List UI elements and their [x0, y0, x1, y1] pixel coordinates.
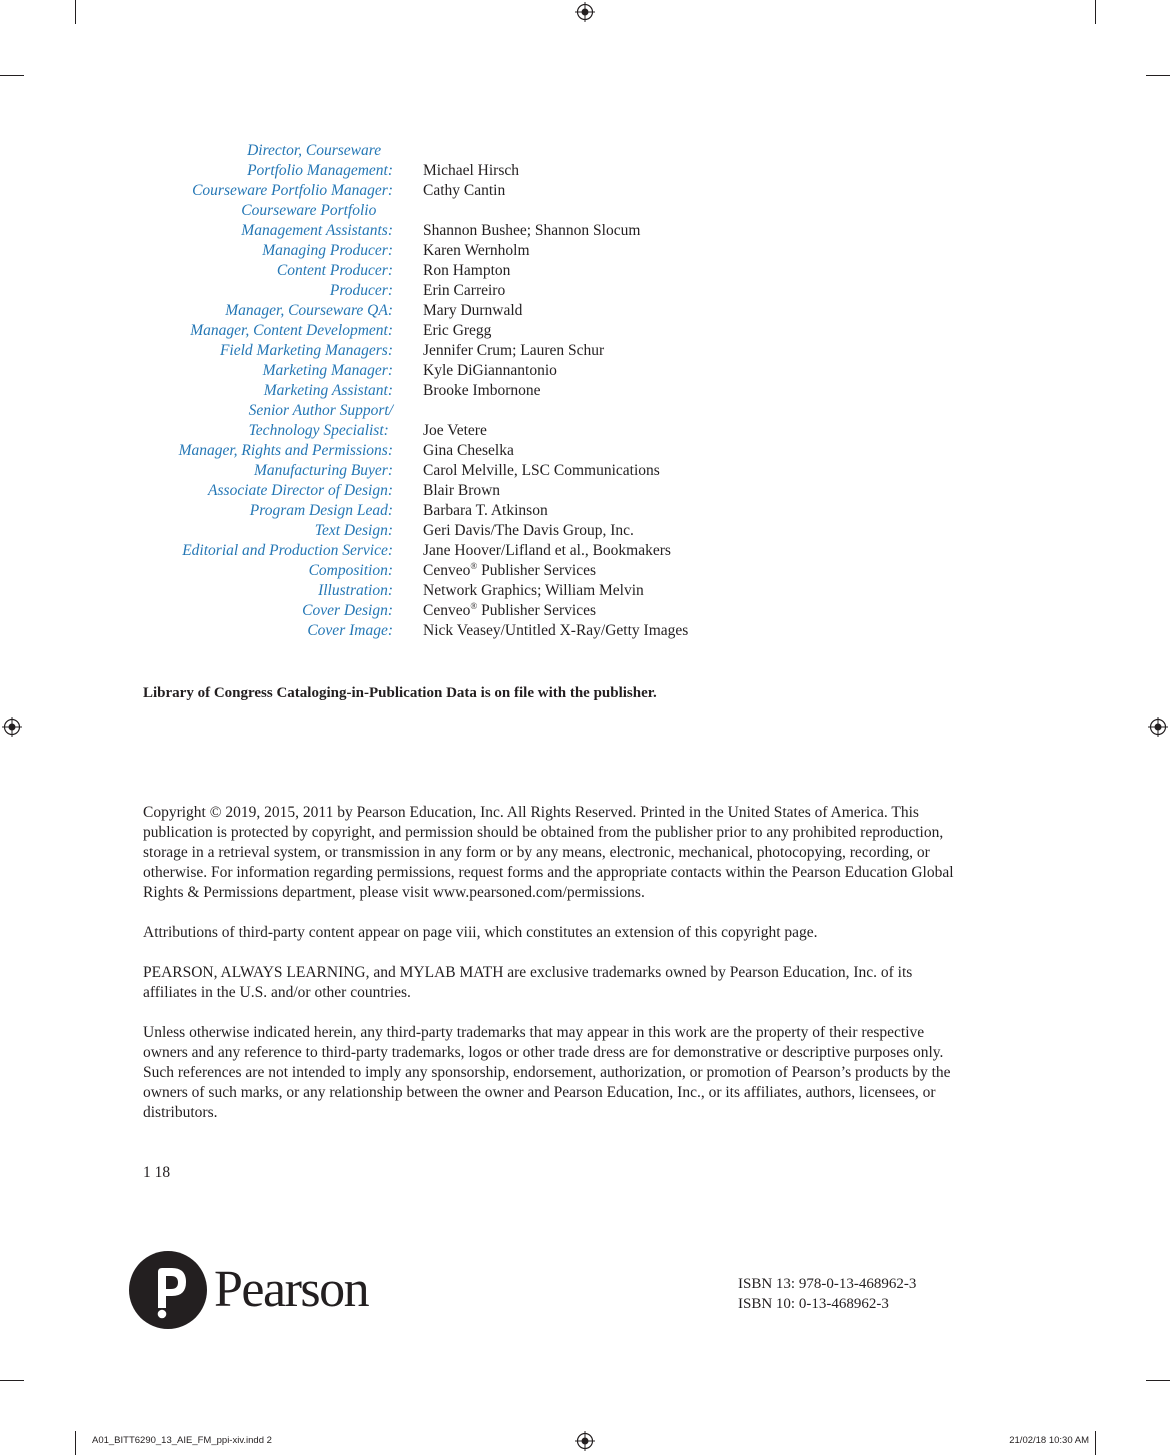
crop-mark	[75, 1431, 76, 1455]
copyright-paragraph: Copyright © 2019, 2015, 2011 by Pearson Education, Inc. All Rights Reserved. Printed in the United States of America. This publication is protected by copyright, and permission should be obtained from the publisher prior to any prohibited reproduction, storage in a retrieval system, or transmission in any form or by any means, electronic, mechanical, photocopying, recording, or otherwise. For information regarding permissions, request forms and the appropriate contacts within the Pearson Education Global Rights & Permissions department, please visit www.pearsoned.com/permissions.	[143, 804, 954, 901]
credit-name-text: Carol Melville, LSC Communications	[423, 462, 660, 479]
crop-mark	[1095, 0, 1096, 24]
credit-name	[423, 481, 500, 501]
isbn-10: ISBN 10: 0-13-468962-3	[738, 1296, 889, 1312]
credit-name	[423, 501, 548, 521]
credit-row	[0, 281, 1170, 301]
credit-role-line: Illustration:	[318, 582, 393, 599]
credit-role-line: Marketing Manager:	[262, 362, 393, 379]
credit-role-line: Managing Producer:	[262, 242, 393, 259]
credit-row	[0, 261, 1170, 281]
credit-role-line: Technology Specialist:	[248, 422, 389, 439]
credit-name	[423, 161, 519, 181]
credit-role-line: Marketing Assistant:	[263, 382, 393, 399]
third-party-trademarks-paragraph: Unless otherwise indicated herein, any third-party trademarks that may appear in this work are the property of their respective owners and any reference to third-party trademarks, logos or other trade dress are for demonstrative or descriptive purposes only. Such references are not intended to imply any sponsorship, endorsement, authorization, or promotion of Pearson’s products by the owners of such marks, or any relationship between the owner and Pearson Education, Inc., or its affiliates, authors, licensees, or distributors.	[143, 1024, 951, 1121]
credit-name	[423, 561, 596, 581]
credit-role	[307, 621, 393, 641]
slug-datetime: 21/02/18 10:30 AM	[1009, 1435, 1089, 1446]
crop-mark	[1146, 1380, 1170, 1381]
credit-name-text: Jane Hoover/Lifland et al., Bookmakers	[423, 542, 671, 559]
credits-list	[0, 141, 1170, 641]
credit-name	[423, 441, 514, 461]
credit-name	[423, 301, 522, 321]
cataloging-note: Library of Congress Cataloging-in-Publication Data is on file with the publisher.	[143, 685, 657, 701]
credit-name-text: Network Graphics; William Melvin	[423, 582, 644, 599]
credit-role	[262, 241, 393, 261]
credit-name-text: Joe Vetere	[423, 422, 487, 439]
credit-row	[0, 501, 1170, 521]
credit-role	[190, 321, 393, 341]
credit-name-text: Cathy Cantin	[423, 182, 506, 199]
credit-row	[0, 441, 1170, 461]
credit-name-text: Ron Hampton	[423, 262, 511, 279]
credit-row	[0, 381, 1170, 401]
credit-role-line: Field Marketing Managers:	[219, 342, 393, 359]
credit-name-text: Erin Carreiro	[423, 282, 506, 299]
registration-mark-icon	[575, 2, 595, 22]
credit-name	[423, 621, 688, 641]
registration-mark-icon	[2, 717, 22, 737]
credit-row	[0, 241, 1170, 261]
credit-role-line: Program Design Lead:	[249, 502, 393, 519]
credit-role	[182, 541, 393, 561]
credit-row	[0, 321, 1170, 341]
credit-name	[423, 341, 604, 361]
credit-name-text: Eric Gregg	[423, 322, 492, 339]
isbn-block	[738, 1274, 916, 1314]
credit-row	[0, 601, 1170, 621]
credit-role-line: Content Producer:	[276, 262, 393, 279]
credit-row	[0, 461, 1170, 481]
credit-role-line: Manufacturing Buyer:	[253, 462, 393, 479]
pearson-logo	[128, 1250, 398, 1330]
credit-name-text: Brooke Imbornone	[423, 382, 541, 399]
credit-name-text: Shannon Bushee; Shannon Slocum	[423, 222, 641, 239]
credit-row	[0, 521, 1170, 541]
credit-name	[423, 581, 644, 601]
credit-name-suffix: Publisher Services	[477, 562, 597, 579]
credit-row	[0, 481, 1170, 501]
credit-role-line: Producer:	[329, 282, 393, 299]
credit-role-line: Senior Author Support/	[248, 402, 393, 419]
registered-mark: ®	[470, 561, 478, 571]
crop-mark	[1146, 75, 1170, 76]
credit-name-text: Cenveo	[423, 602, 471, 619]
credit-row	[0, 181, 1170, 201]
copyright-block	[143, 803, 955, 1143]
crop-mark	[0, 75, 24, 76]
credit-name	[423, 381, 541, 401]
credit-name-text: Geri Davis/The Davis Group, Inc.	[423, 522, 634, 539]
credit-role	[302, 601, 393, 621]
credit-role	[220, 341, 393, 361]
credit-role	[208, 481, 393, 501]
credit-name	[423, 461, 660, 481]
credit-name-text: Gina Cheselka	[423, 442, 514, 459]
credit-name-text: Michael Hirsch	[423, 162, 519, 179]
credit-role-line: Courseware Portfolio Manager:	[192, 182, 393, 199]
pearson-wordmark: Pearson	[214, 1261, 369, 1318]
credit-name	[423, 421, 487, 441]
credit-name	[423, 541, 671, 561]
registration-mark-icon	[575, 1431, 595, 1451]
credit-name	[423, 261, 510, 281]
credit-role	[318, 581, 393, 601]
credit-role	[277, 261, 393, 281]
credit-name	[423, 221, 640, 241]
credit-role-line: Cover Design:	[302, 602, 393, 619]
credit-role-line: Associate Director of Design:	[208, 482, 393, 499]
credit-role	[263, 361, 393, 381]
credit-role	[179, 441, 393, 461]
credit-role	[315, 521, 393, 541]
credit-row	[0, 581, 1170, 601]
credit-role	[254, 461, 393, 481]
credit-role	[247, 141, 393, 181]
credit-name-text: Mary Durnwald	[423, 302, 523, 319]
credit-row	[0, 361, 1170, 381]
credit-row	[0, 561, 1170, 581]
credit-name	[423, 321, 491, 341]
credit-name-text: Jennifer Crum; Lauren Schur	[423, 342, 605, 359]
credit-role-line: Manager, Rights and Permissions:	[178, 442, 393, 459]
credit-role-line: Portfolio Management:	[247, 162, 393, 179]
attributions-paragraph: Attributions of third-party content appear on page viii, which constitutes an extension of this copyright page.	[143, 924, 818, 941]
credit-role	[330, 281, 393, 301]
print-line: 1 18	[143, 1164, 171, 1181]
slug-filename: A01_BITT6290_13_AIE_FM_ppi-xiv.indd 2	[92, 1435, 272, 1446]
credit-role-line: Composition:	[308, 562, 393, 579]
credit-name-text: Kyle DiGiannantonio	[423, 362, 557, 379]
credit-row	[0, 541, 1170, 561]
credit-role-line: Courseware Portfolio	[241, 202, 377, 219]
credit-role-line: Text Design:	[314, 522, 393, 539]
credit-row	[0, 401, 1170, 441]
credit-role	[249, 401, 393, 441]
credit-role	[225, 301, 393, 321]
credit-role	[192, 181, 393, 201]
credit-row	[0, 141, 1170, 181]
credit-name-text: Blair Brown	[423, 482, 501, 499]
pearson-p-icon	[128, 1250, 208, 1330]
credit-name-text: Nick Veasey/Untitled X-Ray/Getty Images	[423, 622, 689, 639]
credit-role	[250, 501, 393, 521]
credit-name	[423, 181, 505, 201]
credit-name	[423, 361, 557, 381]
credit-row	[0, 301, 1170, 321]
credit-name	[423, 601, 596, 621]
registration-mark-icon	[1148, 717, 1168, 737]
credit-role-line: Manager, Content Development:	[190, 322, 393, 339]
crop-mark	[1095, 1431, 1096, 1455]
credit-name-text: Karen Wernholm	[423, 242, 530, 259]
credit-role-line: Director, Courseware	[247, 142, 382, 159]
credit-row	[0, 341, 1170, 361]
credit-row	[0, 201, 1170, 241]
credit-role-line: Management Assistants:	[241, 222, 393, 239]
credit-role-line: Cover Image:	[307, 622, 393, 639]
credit-role	[309, 561, 393, 581]
credit-role-line: Manager, Courseware QA:	[225, 302, 393, 319]
credit-role	[264, 381, 393, 401]
credit-name	[423, 281, 505, 301]
crop-mark	[0, 1380, 24, 1381]
registered-mark: ®	[470, 601, 478, 611]
credit-name-text: Barbara T. Atkinson	[423, 502, 548, 519]
credit-name	[423, 521, 634, 541]
credit-row	[0, 621, 1170, 641]
credit-role-line: Editorial and Production Service:	[182, 542, 393, 559]
credit-name-suffix: Publisher Services	[477, 602, 597, 619]
isbn-13: ISBN 13: 978-0-13-468962-3	[738, 1276, 917, 1292]
trademarks-paragraph: PEARSON, ALWAYS LEARNING, and MYLAB MATH are exclusive trademarks owned by Pearson Education, Inc. of its affiliates in the U.S. and/or other countries.	[143, 964, 913, 1001]
credit-name	[423, 241, 530, 261]
credit-role	[241, 201, 393, 241]
crop-mark	[75, 0, 76, 24]
credit-name-text: Cenveo	[423, 562, 471, 579]
